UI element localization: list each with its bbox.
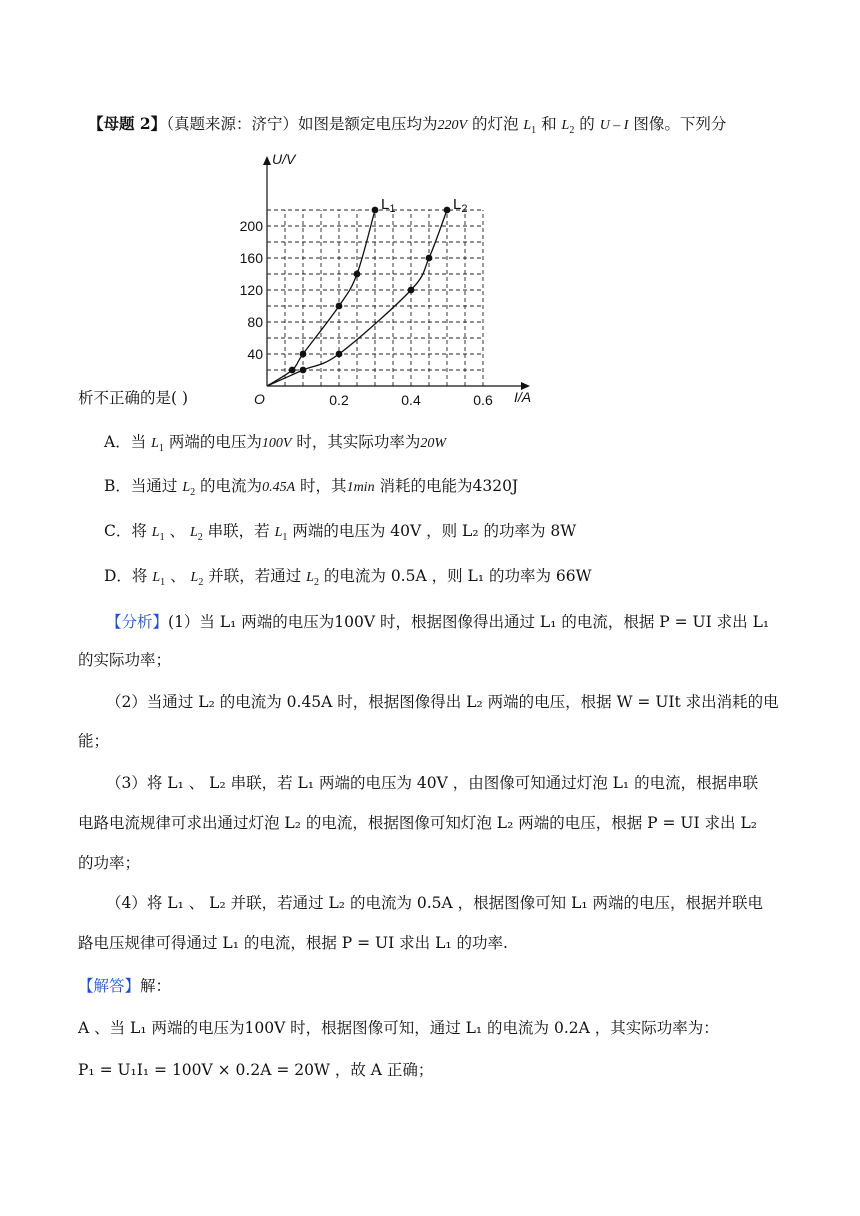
analysis-line-6: 电路电流规律可求出通过灯泡 L₂ 的电流，根据图像可知灯泡 L₂ 两端的电压，根据 P = UI 求出 L₂ xyxy=(78,814,757,832)
origin-label: O xyxy=(254,391,265,407)
analysis-tag: 【分析】 xyxy=(106,613,169,631)
option-c-symbol-l2: $L_2$ xyxy=(189,525,203,543)
bulb-l1-symbol: $L_1$ xyxy=(523,118,537,136)
option-a-text2: 时，其实际功率为 xyxy=(291,433,421,451)
data-point-l2 xyxy=(426,255,433,262)
header-text-and: 和 xyxy=(536,115,562,133)
data-point-l2 xyxy=(408,287,415,294)
option-a[interactable] xyxy=(104,431,446,460)
x-axis-label: I/A xyxy=(514,389,532,405)
analysis-line-8: （4）将 L₁ 、 L₂ 并联，若通过 L₂ 的电流为 0.5A ，根据图像可知 L₁ 两端的电压，根据并联电 xyxy=(106,894,764,912)
option-c-symbol-l1b: $L_1$ xyxy=(274,525,288,543)
option-c[interactable] xyxy=(104,520,576,549)
y-tick-label: 40 xyxy=(247,346,263,362)
analysis-line-5: （3）将 L₁ 、 L₂ 串联，若 L₁ 两端的电压为 40V ，由图像可知通过灯泡 L₁ 的电流，根据串联 xyxy=(106,774,759,792)
question-source: （真题来源：济宁）如图是额定电压均为 xyxy=(166,115,438,133)
answer-intro: 解： xyxy=(140,977,172,995)
answer-line-2: A 、当 L₁ 两端的电压为100V 时，根据图像可知，通过 L₁ 的电流为 0.2A ，其实际功率为： xyxy=(78,1019,719,1037)
curve-label-letter: L xyxy=(453,196,462,213)
y-tick-label: 80 xyxy=(247,314,263,330)
option-d-text2: 并联，若通过 xyxy=(203,567,307,585)
option-d-symbol-l2b: $L_2$ xyxy=(306,570,319,588)
option-d-symbol-l1: $L_1$ xyxy=(152,570,166,588)
curve-label-l2 xyxy=(453,196,467,215)
option-d[interactable] xyxy=(104,565,592,594)
option-a-voltage: 100V xyxy=(261,436,292,451)
analysis-line-1 xyxy=(106,611,769,633)
x-tick-label: 0.6 xyxy=(473,392,493,408)
option-b-time: 1min xyxy=(346,480,375,495)
option-a-label: A．当 xyxy=(104,433,152,451)
ui-symbol: U – I xyxy=(599,118,629,133)
y-axis-label: U/V xyxy=(272,151,296,167)
analysis-p1a: (1）当 L₁ 两端的电压为100V 时，根据图像得出通过 L₁ 的电流，根据 P = UI 求出 L₁ xyxy=(168,613,770,631)
analysis-line-3: （2）当通过 L₂ 的电流为 0.45A 时，根据图像得出 L₂ 两端的电压，根据 W = UIt 求出消耗的电 xyxy=(106,693,779,711)
y-tick-label: 160 xyxy=(240,250,263,266)
y-tick-label: 120 xyxy=(240,282,263,298)
data-point-l1 xyxy=(372,207,379,214)
option-b-text3: 消耗的电能为4320J xyxy=(374,477,519,495)
question-stem-tail: 析不正确的是( ) xyxy=(78,389,189,407)
header-text-tail: 图像。下列分 xyxy=(628,115,727,133)
option-b-text2: 时，其 xyxy=(295,477,347,495)
option-c-text2: 串联，若 xyxy=(202,522,275,540)
data-point-l1 xyxy=(300,351,307,358)
option-b[interactable] xyxy=(104,475,518,504)
answer-line-3: P₁ = U₁I₁ = 100V × 0.2A = 20W ，故 A 正确； xyxy=(78,1061,434,1079)
data-point-l1 xyxy=(354,271,361,278)
curve-label-l1 xyxy=(381,196,395,215)
analysis-line-7: 的功率； xyxy=(78,854,141,872)
data-point-l2 xyxy=(336,351,343,358)
curve-label-subscript: 1 xyxy=(389,203,396,215)
question-header xyxy=(88,113,726,142)
y-axis-arrow-icon xyxy=(263,156,271,165)
option-c-symbol-l1: $L_1$ xyxy=(151,525,165,543)
curve-label-letter: L xyxy=(381,196,390,213)
ui-graph xyxy=(240,148,540,410)
option-b-text1: 的电流为 xyxy=(195,477,263,495)
x-tick-label: 0.4 xyxy=(401,392,421,408)
option-d-label: D．将 xyxy=(104,567,153,585)
answer-line-1 xyxy=(78,975,171,997)
bulb-l2-symbol: $L_2$ xyxy=(561,118,575,136)
option-a-symbol: $L_1$ xyxy=(151,436,164,454)
y-tick-label: 200 xyxy=(240,218,263,234)
x-tick-labels xyxy=(329,392,493,408)
analysis-line-4: 能； xyxy=(78,732,110,750)
header-text-mid: 的灯泡 xyxy=(467,115,524,133)
option-a-power: 20W xyxy=(420,436,447,451)
option-c-text1: 、 xyxy=(164,522,190,540)
option-b-symbol: $L_2$ xyxy=(182,480,196,498)
option-d-text1: 、 xyxy=(165,567,191,585)
option-c-text3: 两端的电压为 40V ，则 L₂ 的功率为 8W xyxy=(287,522,577,540)
rated-voltage: 220V xyxy=(437,118,468,133)
answer-tag: 【解答】 xyxy=(78,977,141,995)
header-text-end: 的 xyxy=(574,115,600,133)
option-d-symbol-l2: $L_2$ xyxy=(190,570,204,588)
y-tick-labels xyxy=(240,218,263,362)
option-c-label: C．将 xyxy=(104,522,152,540)
analysis-line-2: 的实际功率； xyxy=(78,651,172,669)
data-point-l2 xyxy=(300,367,307,374)
data-point-l1 xyxy=(336,303,343,310)
option-b-current: 0.45A xyxy=(262,480,296,495)
option-d-text3: 的电流为 0.5A ，则 L₁ 的功率为 66W xyxy=(318,567,592,585)
x-tick-label: 0.2 xyxy=(329,392,349,408)
question-number: 【母题 2】 xyxy=(88,114,167,133)
data-point-l2 xyxy=(444,207,451,214)
analysis-line-9: 路电压规律可得通过 L₁ 的电流，根据 P = UI 求出 L₁ 的功率. xyxy=(78,934,508,952)
option-a-text1: 两端的电压为 xyxy=(163,433,262,451)
curve-labels xyxy=(381,196,467,215)
option-b-label: B．当通过 xyxy=(104,477,183,495)
curve-label-subscript: 2 xyxy=(461,203,468,215)
data-point-l1 xyxy=(289,367,296,374)
